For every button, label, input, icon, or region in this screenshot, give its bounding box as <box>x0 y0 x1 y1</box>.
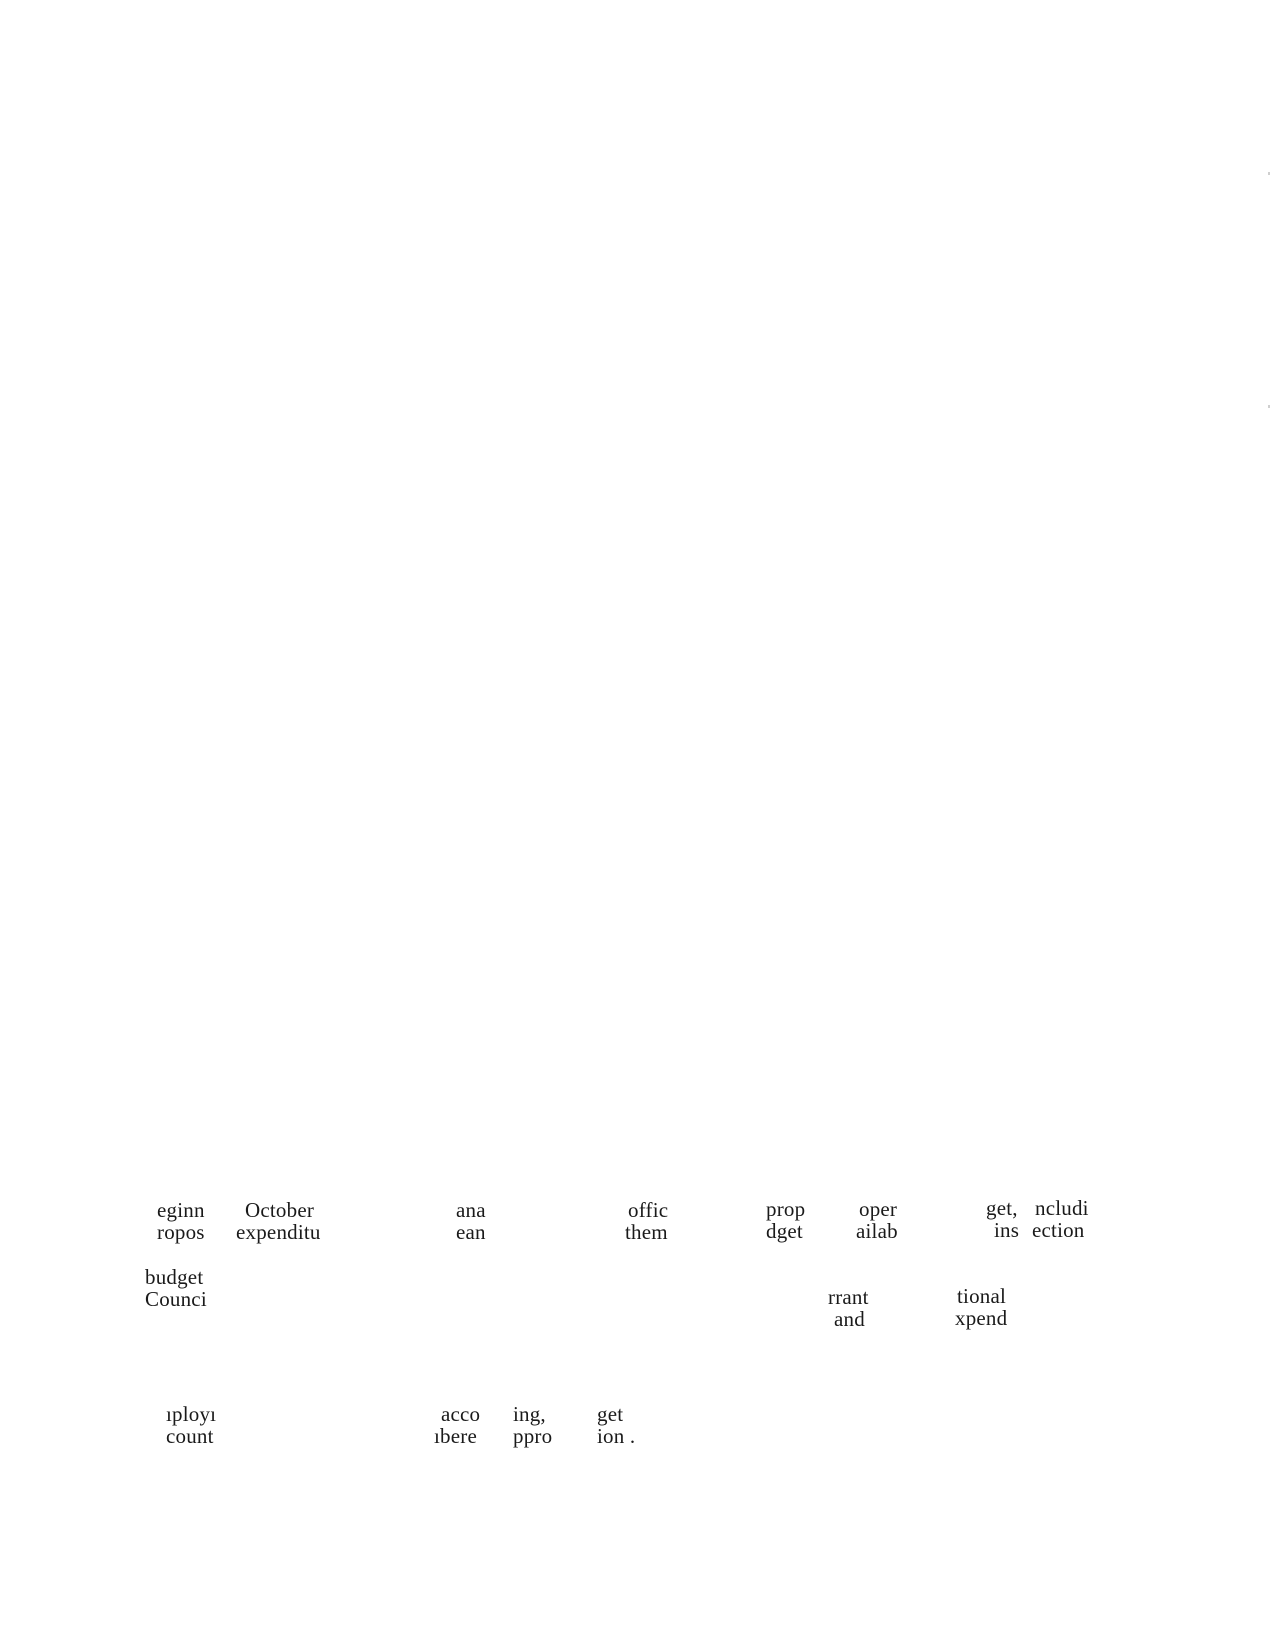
text-fragment-line: eginn <box>157 1198 205 1222</box>
text-fragment-c1 <box>145 1266 207 1310</box>
text-fragment-line: dget <box>766 1219 803 1243</box>
text-fragment-line: acco <box>441 1402 481 1426</box>
text-fragment-line: get, <box>986 1196 1018 1220</box>
text-fragment-d2 <box>434 1403 480 1447</box>
text-fragment-line: ailab <box>856 1219 898 1243</box>
text-fragment-d4 <box>597 1403 635 1447</box>
text-fragment-line: expenditu <box>236 1220 321 1244</box>
text-fragment-line: and <box>834 1307 865 1331</box>
text-fragment-line: Counci <box>145 1287 207 1311</box>
scan-mark-bottom <box>1268 405 1270 408</box>
text-fragment-line: get <box>597 1402 624 1426</box>
text-fragment-line: count <box>166 1424 214 1448</box>
text-fragment-b1 <box>157 1199 205 1243</box>
text-fragment-line: ion . <box>597 1424 636 1448</box>
text-fragment-b3 <box>456 1199 486 1243</box>
text-fragment-d1 <box>166 1403 216 1447</box>
text-fragment-b4 <box>625 1199 668 1243</box>
text-fragment-line: ncludi <box>1035 1196 1089 1220</box>
text-fragment-b8 <box>1032 1197 1089 1241</box>
text-fragment-b5 <box>766 1198 805 1242</box>
text-fragment-b6 <box>856 1198 898 1242</box>
scan-mark-top <box>1268 172 1270 175</box>
text-fragment-line: prop <box>766 1197 806 1221</box>
text-fragment-line: ıbere <box>434 1424 477 1448</box>
text-fragment-c2 <box>828 1286 869 1330</box>
text-fragment-line: ana <box>456 1198 486 1222</box>
text-fragment-b2 <box>236 1199 321 1243</box>
text-fragment-line: rrant <box>828 1285 869 1309</box>
text-fragment-line: ropos <box>157 1220 205 1244</box>
text-fragment-line: ing, <box>513 1402 546 1426</box>
text-fragment-c3 <box>955 1285 1007 1329</box>
text-fragment-line: them <box>625 1220 668 1244</box>
text-fragment-line: ean <box>456 1220 486 1244</box>
text-fragment-line: oper <box>859 1197 898 1221</box>
text-fragment-line: tional <box>957 1284 1007 1308</box>
text-fragment-line: ection <box>1032 1218 1085 1242</box>
text-fragment-line: ıployı <box>166 1402 217 1426</box>
text-fragment-line: budget <box>145 1265 204 1289</box>
text-fragment-line: October <box>245 1198 315 1222</box>
text-fragment-b7 <box>986 1197 1019 1241</box>
text-fragment-d3 <box>513 1403 552 1447</box>
text-fragment-line: xpend <box>955 1306 1008 1330</box>
text-fragment-line: ins <box>994 1218 1020 1242</box>
text-fragment-line: ppro <box>513 1424 553 1448</box>
text-fragment-line: offic <box>628 1198 669 1222</box>
